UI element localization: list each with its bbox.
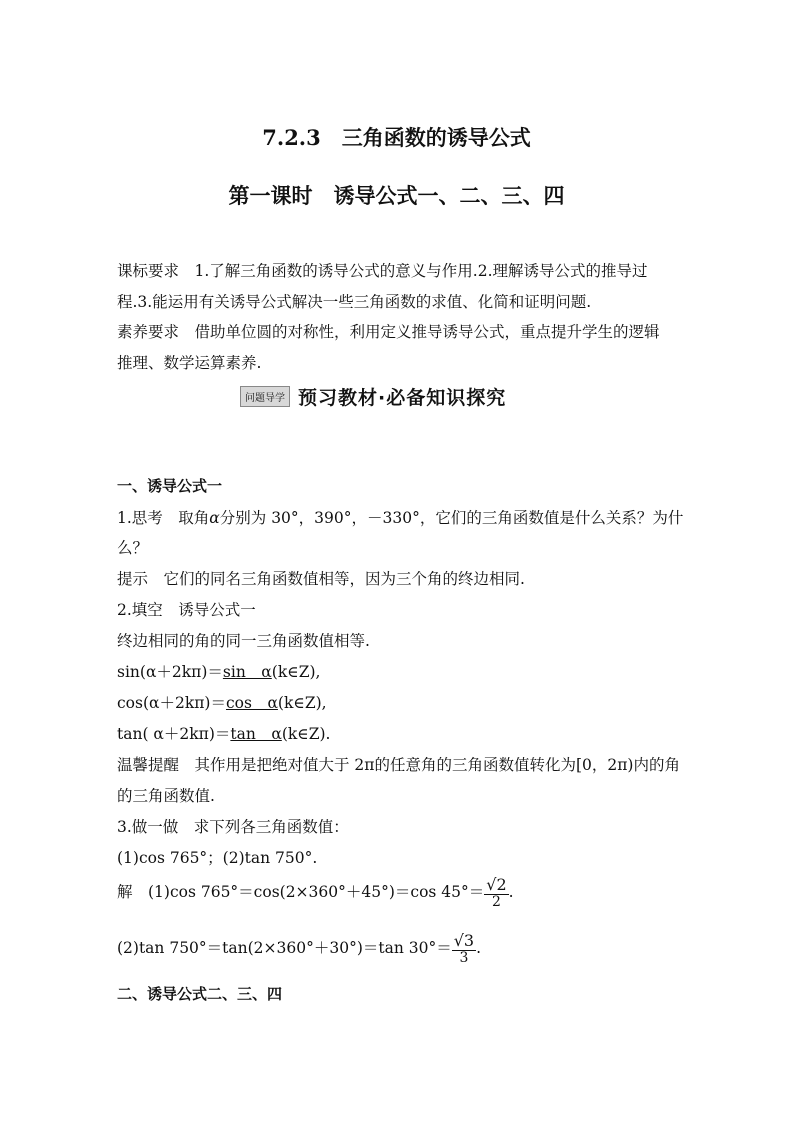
section2-heading: 二、诱导公式二、三、四 [117,985,283,1003]
sin-formula-left: sin(α＋2kπ)＝ [117,663,223,681]
banner-text: 预习教材·必备知识探究 [298,386,507,409]
section-banner [240,381,506,411]
solution-1-text: 解 (1)cos 765°＝cos(2×360°＋45°)＝cos 45°＝ [117,883,485,901]
tan-formula-blank: tan α [230,725,282,743]
fraction-denominator: 3 [459,949,469,966]
hint-text: 提示 它们的同名三角函数值相等，因为三个角的终边相同. [117,570,525,588]
solution-1-end: . [508,883,514,901]
requirements-line-4: 推理、数学运算素养. [117,354,262,372]
cos-formula-right: (k∈Z), [277,694,327,712]
fraction-numerator: √3 [453,931,475,950]
solution-2-end: . [476,939,482,957]
think-question-line2: 么？ [117,539,149,557]
fraction-numerator: √2 [486,875,507,894]
requirements-line-2: 程.3.能运用有关诱导公式解决一些三角函数的求值、化简和证明问题. [117,293,592,311]
sin-formula-blank: sin α [222,663,272,681]
solution-2-text: (2)tan 750°＝tan(2×360°＋30°)＝tan 30°＝ [117,939,452,957]
tip-line-1: 温馨提醒 其作用是把绝对值大于 2π的任意角的三角函数值转化为[0，2π)内的角 [117,756,680,774]
banner-tag: 问题导学 [240,386,290,407]
think-post: 分别为 30°，390°，－330°，它们的三角函数值是什么关系？为什 [219,509,684,527]
think-question [117,506,683,528]
fill-description: 终边相同的角的同一三角函数值相等. [117,632,370,650]
section1-heading: 一、诱导公式一 [117,477,223,495]
cos-formula [117,691,327,713]
practice-heading: 3.做一做 求下列各三角函数值： [117,818,349,836]
tan-formula-left: tan( α＋2kπ)＝ [117,725,231,743]
fill-heading: 2.填空 诱导公式一 [117,601,256,619]
tip-line-2: 的三角函数值. [117,787,215,805]
fraction-sqrt2-over-2 [484,876,508,910]
practice-problems: (1)cos 765°；(2)tan 750°. [117,849,318,867]
cos-formula-blank: cos α [225,694,278,712]
fraction-sqrt3-over-3 [452,932,476,966]
solution-1 [117,876,514,910]
requirements-line-3: 素养要求 借助单位圆的对称性，利用定义推导诱导公式，重点提升学生的逻辑 [117,323,660,341]
tan-formula-right: (k∈Z). [281,725,331,743]
sin-formula [117,660,320,682]
cos-formula-left: cos(α＋2kπ)＝ [117,694,226,712]
requirements-line-1: 课标要求 1.了解三角函数的诱导公式的意义与作用.2.理解诱导公式的推导过 [117,262,648,280]
page-title: 7.2.3 三角函数的诱导公式 [262,125,531,150]
fraction-denominator: 2 [492,893,501,910]
sin-formula-right: (k∈Z), [271,663,321,681]
alpha-symbol: α [209,509,220,527]
solution-2 [117,932,481,966]
tan-formula [117,722,330,744]
page-subtitle: 第一课时 诱导公式一、二、三、四 [228,183,565,208]
think-pre: 1.思考 取角 [117,509,210,527]
